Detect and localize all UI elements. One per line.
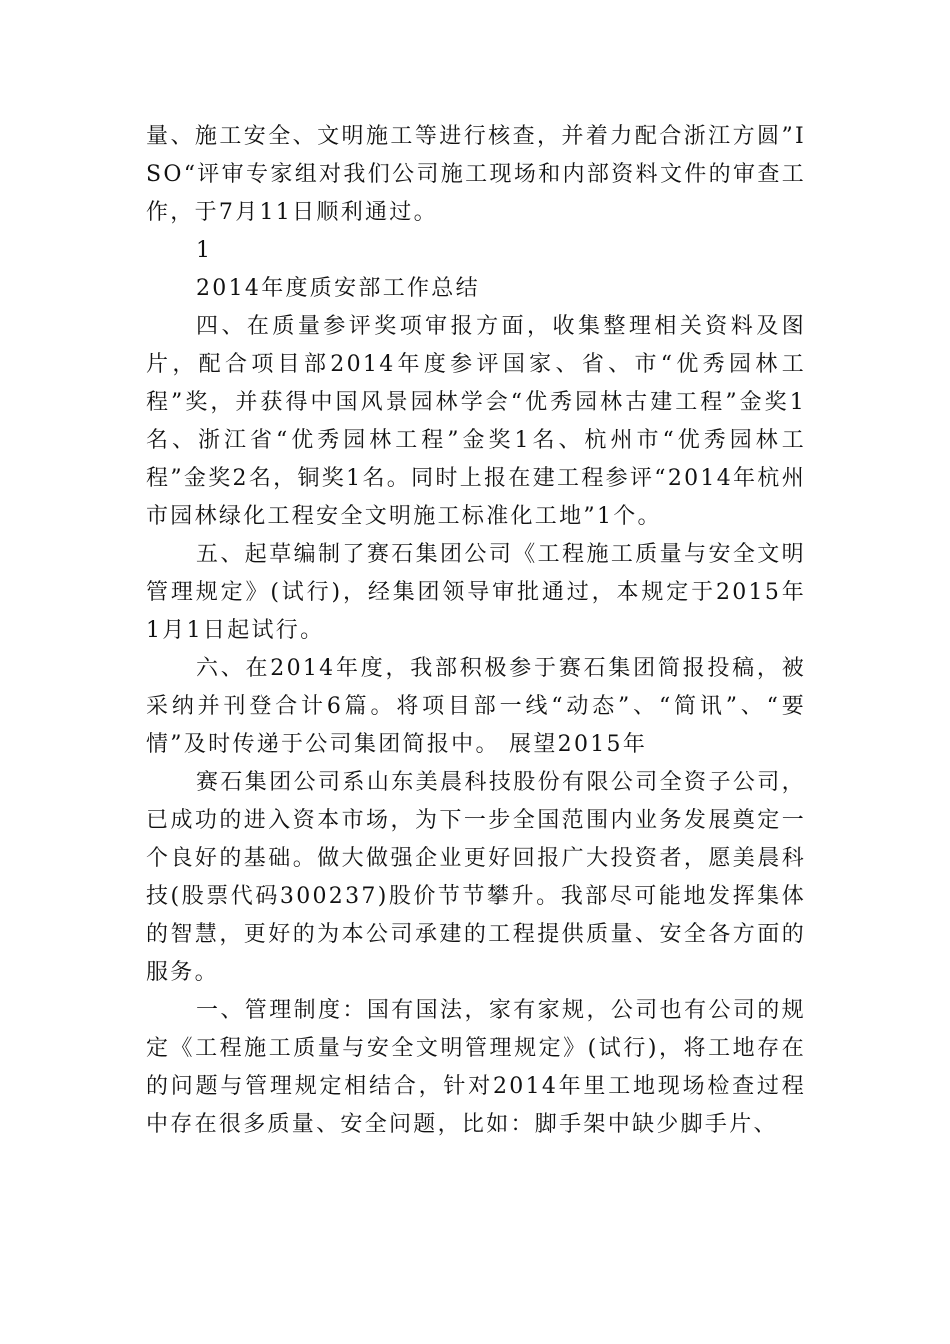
paragraph-continuation: 量、施工安全、文明施工等进行核查，并着力配合浙江方圆”ISO“评审专家组对我们公司施工现场和内部资料文件的审查工作，于7月11日顺利通过。 xyxy=(146,124,806,225)
running-header: 2014年度质安部工作总结 xyxy=(196,276,480,301)
paragraph-management-system: 一、管理制度：国有国法，家有家规，公司也有公司的规定《工程施工质量与安全文明管理规定》(试行)，将工地存在的问题与管理规定相结合，针对2014年里工地现场检查过程中存在很多质量、安全问题，比如：脚手架中缺少脚手片、 xyxy=(146,998,806,1137)
paragraph-newsletter: 六、在2014年度，我部积极参于赛石集团简报投稿，被采纳并刊登合计6篇。将项目部一线“动态”、“简讯”、“要情”及时传递于公司集团简报中。 展望2015年 xyxy=(146,656,806,757)
paragraph-regulations: 五、起草编制了赛石集团公司《工程施工质量与安全文明管理规定》(试行)，经集团领导审批通过，本规定于2015年1月1日起试行。 xyxy=(146,542,806,643)
page-number: 1 xyxy=(196,238,213,263)
paragraph-company-outlook: 赛石集团公司系山东美晨科技股份有限公司全资子公司，已成功的进入资本市场，为下一步全国范围内业务发展奠定一个良好的基础。做大做强企业更好回报广大投资者，愿美晨科技(股票代码300237)股价节节攀升。我部尽可能地发挥集体的智慧，更好的为本公司承建的工程提供质量、安全各方面的服务。 xyxy=(146,770,806,985)
document-body xyxy=(146,118,806,1144)
paragraph-awards: 四、在质量参评奖项审报方面，收集整理相关资料及图片，配合项目部2014年度参评国家、省、市“优秀园林工程”奖，并获得中国风景园林学会“优秀园林古建工程”金奖1名、浙江省“优秀园林工程”金奖1名、杭州市“优秀园林工程”金奖2名，铜奖1名。同时上报在建工程参评“2014年杭州市园林绿化工程安全文明施工标准化工地”1个。 xyxy=(146,314,806,529)
